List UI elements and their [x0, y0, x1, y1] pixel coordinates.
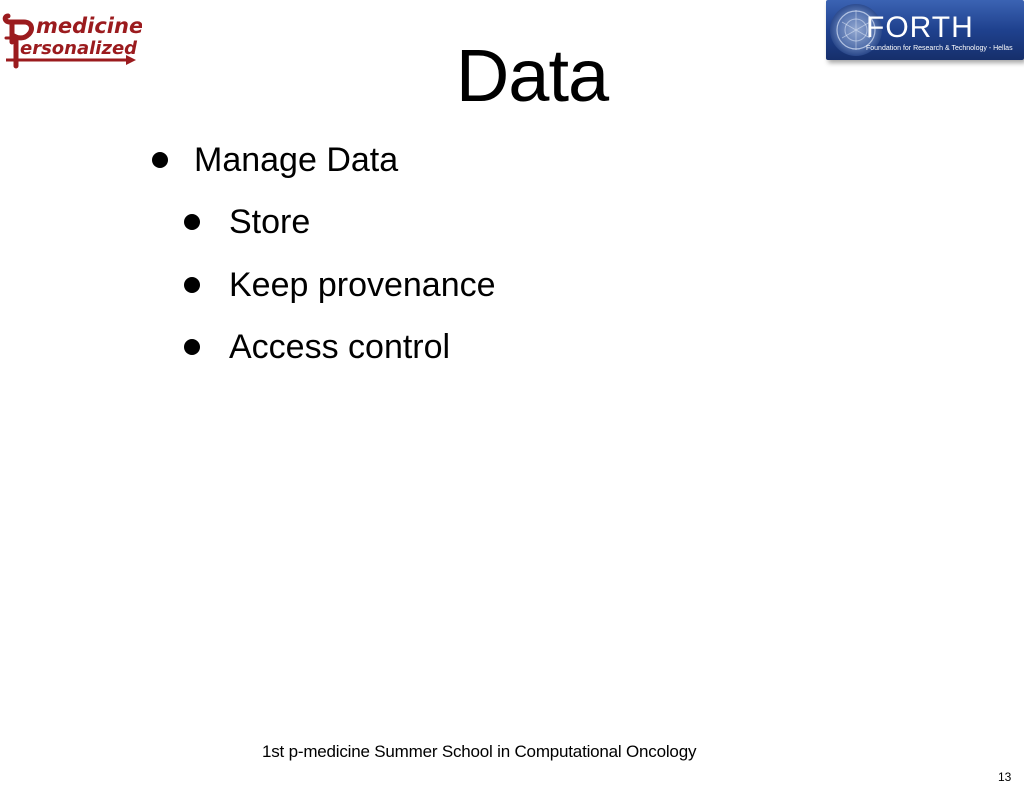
bullet-text: Store	[229, 203, 311, 241]
logo-left-line1: medicine	[36, 14, 142, 38]
bullet-dot-icon	[184, 214, 200, 230]
forth-logo-name: FORTH	[866, 11, 974, 44]
slide-footer: 1st p-medicine Summer School in Computational Oncology	[262, 742, 697, 761]
bullet-dot-icon	[184, 277, 200, 293]
page-number: 13	[998, 770, 1012, 784]
bullet-dot-icon	[152, 152, 168, 168]
sub-bullet-item	[184, 327, 450, 367]
logo-left-line2: ersonalized	[20, 38, 138, 59]
bullet-text: Access control	[229, 328, 451, 366]
bullet-item	[152, 140, 398, 180]
sub-bullet-item	[184, 265, 496, 305]
bullet-text: Manage Data	[194, 141, 399, 179]
bullet-text: Keep provenance	[229, 266, 496, 304]
bullet-dot-icon	[184, 339, 200, 355]
sub-bullet-item	[184, 202, 310, 242]
forth-logo-subtitle: Foundation for Research & Technology - Hellas	[866, 45, 1013, 52]
slide-title: Data	[455, 34, 609, 117]
